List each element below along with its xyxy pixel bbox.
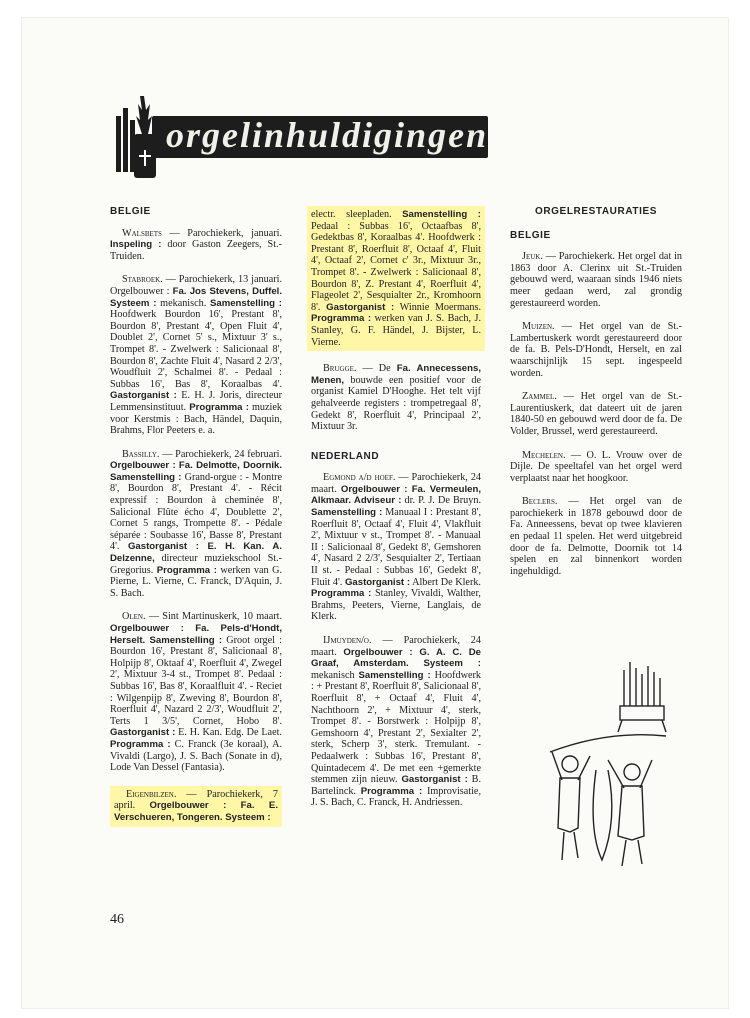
organ-carrying-figures-illustration — [548, 660, 683, 870]
text-run: E. H. J. Joris, directeur Lemmensinstituut. — [110, 390, 282, 413]
continuation-paragraph — [307, 206, 485, 351]
text-run: Albert De Klerk. — [410, 576, 481, 588]
bold-term: Gastorganist : E. H. Kan. A. Delzenne, — [110, 541, 282, 565]
place-name: IJmuyden/o. — [323, 635, 372, 646]
list-item — [510, 450, 682, 485]
bold-term: Orgelbouwer : Fa. Pels-d'Hondt, Herselt. Samenstelling : — [110, 623, 282, 646]
text-run: — Het orgel van de parochiekerk in 1878 gebouwd door de Fa. Anneessens, bevat op twee klavieren en pedaal 11 spelen. Het werd uitgebreid door de fa. Delmotte, Doornik tot 14 spelen en zal binnenkort worden ingehuldigd. — [510, 496, 682, 577]
text-run: electr. sleepladen. — [311, 209, 403, 220]
text-run: B. Bartelinck. — [311, 774, 482, 797]
bold-term: Orgelbouwer : Fa. Vermeulen, Alkmaar. Adviseur : — [311, 483, 481, 507]
place-name: Zammel. — [522, 391, 557, 403]
section-heading-restauraties: ORGELRESTAURATIES — [534, 206, 658, 217]
bold-term: Programma : — [189, 401, 249, 413]
place-name: Olen. — [122, 611, 146, 623]
place-name: Brugge. — [323, 363, 357, 375]
section-heading-nederland: NEDERLAND — [311, 450, 380, 462]
bold-term: Programma : — [110, 738, 171, 750]
place-name: Beclers. — [522, 496, 558, 508]
text-run: — Parochiekerk, januari. — [161, 227, 282, 239]
text-run: Improvisatie, J. S. Bach, C. Franck, H. Andriessen. — [311, 785, 482, 809]
list-item — [311, 635, 481, 809]
text-run: muziek voor Kerstmis : Bach, Händel, Daquin, Brahms, Flor Peeters e. a. — [110, 401, 282, 437]
text-run: dr. P. J. De Bruyn. — [401, 495, 481, 507]
bold-term: Orgelbouwer : Fa. Delmotte, Doornik. Samenstelling : — [110, 460, 282, 483]
banner-title: orgelinhuldigingen — [166, 115, 489, 155]
text-run: — Het orgel van de St.-Lambertuskerk wordt gerestaureerd door de fa. B. Pels-D'Hondt, Herselt, en zal waarschijnlijk 15 sept. ingespeeld worden. — [510, 321, 682, 379]
text-run: — O. L. Vrouw over de Dijle. De speeltafel van het orgel werd verplaatst naar het hoogkoor. — [510, 449, 682, 484]
place-name: Eigenbilzen. — [126, 788, 177, 800]
text-run: bouwde een positief voor de organist Kamiel D'Hooghe. Het telt vijf gehalveerde registers : trompetregaal 8', Gedekt 8', Roerfluit 4', Principaal 2', Mixtuur 3r. — [311, 374, 481, 433]
bold-term: Gastorganist : — [344, 576, 411, 588]
text-run: — Sint Martinuskerk, 10 maart. — [145, 611, 282, 623]
bold-term: Gastorganist : — [401, 774, 468, 786]
bold-term: Programma : — [360, 785, 423, 797]
place-name: Bassilly. — [122, 448, 160, 460]
text-run: directeur muziekschool St.-Gregorius. — [110, 553, 282, 576]
text-run: werken van G. Pierne, L. Vierne, C. Franck, D'Aquin, J. S. Bach. — [110, 564, 282, 599]
list-item — [510, 391, 682, 437]
page-number: 46 — [110, 912, 124, 927]
place-name: Stabroek. — [122, 274, 163, 286]
text-run: Stanley, Vivaldi, Walther, Brahms, Peeters, Vierne, Langlais, de Klerk. — [311, 588, 481, 623]
bold-term: Fa. Jos Stevens, Duffel. Systeem : — [110, 285, 282, 309]
text-run: mekanisch — [311, 669, 359, 681]
bold-term: Samenstelling : — [402, 209, 481, 220]
bold-term: Programma : — [156, 564, 217, 576]
list-item — [510, 496, 682, 577]
entry-list — [110, 228, 282, 827]
text-run: Hoofdwerk Bourdon 16', Prestant 8', Bourdon 8', Prestant 4', Open Fluit 4', Doublet 2', Cornet 5' s., Mixtuur 3' s., Trompet 8'. - Zwelwerk : Salicionaal 8', Bourdon 8', Zachte Fluit 4', Nasard 2 2/3', Woudfluit 2', Schalmei 8'. - Pedaal : Subbas 16', Bas 8', Koraalbas 4'. — [110, 309, 282, 390]
text-run: Pedaal : Subbas 16', Octaafbas 8', Gedektbas 8', Koraalbas 4'. Hoofdwerk : Prestant 8', Roerfluit 8', Octaaf 4', Fluit 4', Octaaf 2', Cornet c' 3r., Mixtuur 3r., Trompet 8'. - Zwelwerk : Salicionaal 8', Bourdon 8', Z. Prestant 4', Roerfluit 4', Flageolet 2', Sesquialter 2r., Kromhoorn 8'. — [311, 220, 481, 313]
bold-term: Inspeling : — [110, 239, 162, 251]
list-item — [110, 449, 282, 600]
list-item — [110, 611, 282, 773]
text-run: Grand-orgue : - Montre 8', Bourdon 8', Prestant 4'. - Récit expressif : Bourdon à cheminée 8', Salicional Flûte écho 4', Doublette 2', Cornet 5 rangs, Trompette 8'. - Pédale séparée : Soubasse 16', Basse 8', Prestant 4'. — [110, 471, 283, 553]
text-run: mekanisch. — [156, 297, 210, 309]
bold-term: Gastorganist : — [326, 301, 395, 313]
bold-term: Orgelbouwer : G. A. C. De Graaf, Amsterdam. Systeem : — [311, 646, 481, 670]
place-name: Mechelen. — [522, 449, 566, 461]
bold-term: Samenstelling : — [209, 297, 282, 309]
column-3 — [510, 206, 682, 589]
list-item — [110, 274, 282, 436]
list-item — [110, 786, 282, 827]
list-item — [311, 472, 481, 623]
text-run: — Parochiekerk, 13 januari. Orgelbouwer : — [110, 274, 282, 297]
header-banner — [112, 90, 490, 186]
section-heading: BELGIE — [110, 206, 151, 217]
bold-term: Gastorganist : — [110, 727, 176, 739]
entry-list — [510, 251, 682, 577]
text-run: C. Franck (3e koraal), A. Vivaldi (Largo), J. S. Bach (Sonate in d), Lode Van Dessel (Fantasia). — [110, 738, 283, 774]
text-run: — De — [356, 363, 397, 375]
list-item — [510, 321, 682, 379]
text-run: — Parochiekerk, 7 april. — [114, 788, 278, 812]
text-run: E. H. Kan. Edg. De Laet. — [175, 727, 282, 739]
entry-brugge — [311, 363, 481, 433]
text-run: Hoofdwerk : + Prestant 8', Roerfluit 8', Salicionaal 8', Roerfluit 8', + Octaaf 4', Fluit 4', Nachthoorn 2', + Mixtuur 4', sterk, Trompet 8'. - Borstwerk : Holpijp 8', Gemshoorn 4', Prestant 2', Sexialter 2', sterk, Scherp 3', sterk. Tremulant. - Pedaalwerk : Subbas 16', Prestant 8', Quintadecem 4'. De met een +gemerkte stemmen zijn nieuw. — [311, 669, 481, 786]
place-name: Jeuk. — [522, 251, 543, 263]
text-run: — Parochiekerk, 24 maart. — [311, 635, 481, 658]
bold-term: Samenstelling : — [358, 669, 431, 681]
text-run: — Het orgel van de St.-Laurentiuskerk, dat dateert uit de jaren 1840-50 en gebouwd werd door de fa. De Volder, Brussel, werd gerestaureerd. — [510, 391, 682, 437]
bold-term: Programma : — [311, 588, 372, 600]
bold-term: Orgelbouwer : Fa. E. Verschueren, Tongeren. Systeem : — [114, 800, 278, 823]
text-run: door Gaston Zeegers, St.-Truiden. — [110, 239, 282, 262]
text-run: — Parochiekerk, 24 maart. — [311, 472, 482, 495]
list-item — [510, 251, 682, 309]
text-run: Manuaal I : Prestant 8', Roerfluit 8', Octaaf 4', Fluit 4', Vlakfluit 2', Mixtuur v st., Trompet 8'. - Manuaal II : Salicionaal 8', Gedekt 8', Gemshoren 4', Nasard 2 2/3', Sesquialter 2', Tertiaan II st. - Pedaal : Subbas 16', Gedekt 8', Fluit 4'. — [311, 507, 481, 588]
place-name: Egmond a/d hoef. — [323, 472, 396, 484]
bold-term: Gastorganist : — [110, 390, 177, 402]
section-heading: BELGIE — [510, 229, 551, 241]
place-name: Muizen. — [522, 321, 555, 333]
text-run: — Parochiekerk, 24 februari. — [159, 448, 282, 460]
list-item — [110, 228, 282, 263]
text-run: Groot orgel : Bourdon 16', Prestant 8', Salicionaal 8', Holpijp 8', Oktaaf 4', Roerfluit 4', Zwegel 2', Mixtuur 3-4 st., Trompet 8'. Pedaal : Subbas 16', Bas 8', Koraalfluit 4'. - Reciet : Wilgenpijp 8', Zweving 8', Bourdon 8', Roerfluit 4', Nazard 2 2/3', Woudfluit 2', Terts 1 3/5', Cornet, Hobo 8'. — [110, 634, 282, 727]
bold-term: Programma : — [311, 313, 372, 325]
bold-term: Fa. Annecessens, Menen, — [311, 363, 481, 386]
place-name: Walsbets — [122, 227, 162, 239]
bold-term: Samenstelling : — [311, 507, 383, 519]
text-run: — Parochiekerk. Het orgel dat in 1863 door A. Clerinx uit St.-Truiden gebouwd werd, waaraan sinds 1946 niets meer gedaan werd, zal grondig gerestaureerd worden. — [510, 251, 682, 309]
column-2 — [311, 206, 481, 821]
text-run: Winnie Moermans. — [394, 301, 481, 313]
entry-list — [311, 472, 481, 809]
text-run: werken van J. S. Bach, J. Stanley, G. F. Händel, J. Bijster, L. Vierne. — [311, 313, 481, 348]
column-1 — [110, 206, 282, 839]
